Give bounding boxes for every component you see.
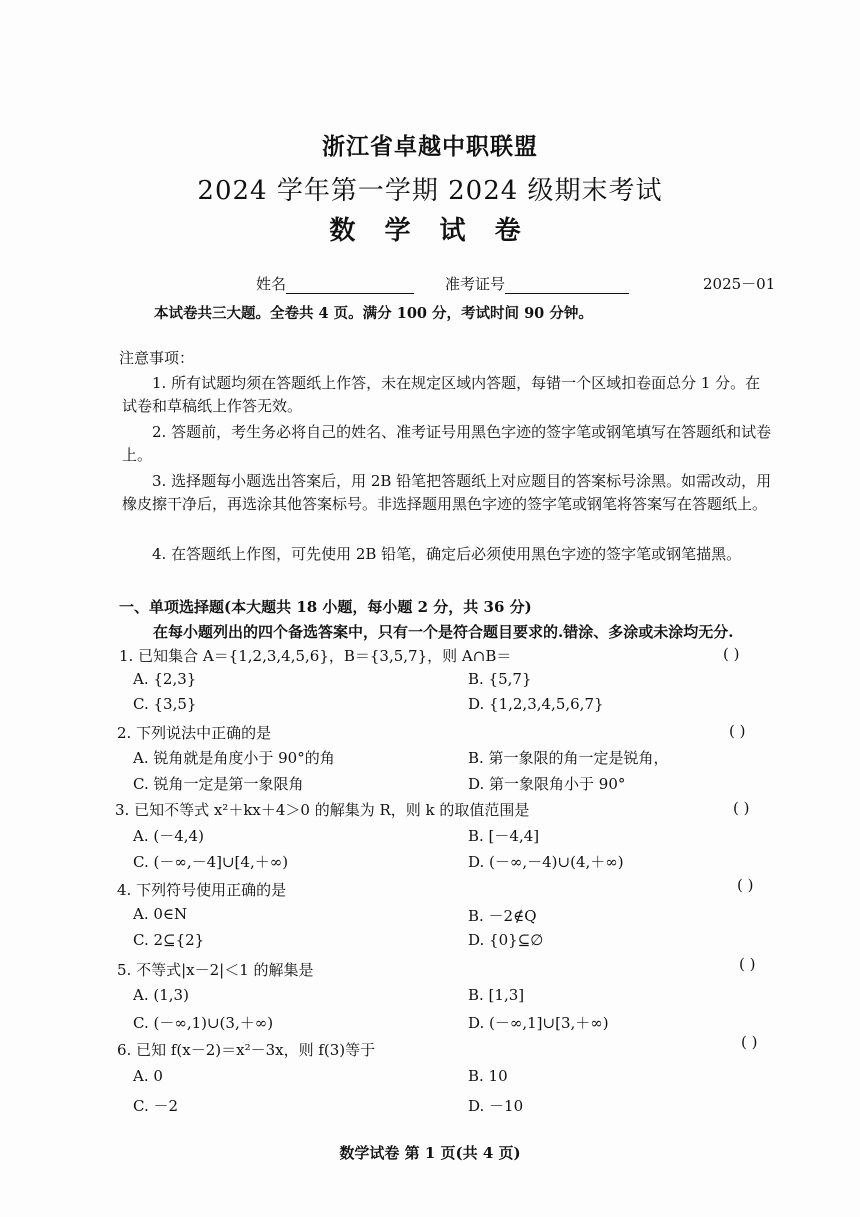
note-item-2: 2. 答题前，考生务必将自己的姓名、准考证号用黑色字迹的签字笔或钢笔填写在答题纸和试卷上。 bbox=[122, 423, 772, 464]
question-5-option-d: D. (－∞,1]∪[3,＋∞) bbox=[468, 1014, 609, 1032]
question-3-answer-bracket: ( ) bbox=[733, 799, 750, 817]
name-label: 姓名 bbox=[256, 275, 287, 293]
question-4-stem: 4. 下列符号使用正确的是 bbox=[117, 881, 287, 899]
question-2-option-a: A. 锐角就是角度小于 90°的角 bbox=[133, 749, 335, 767]
notes-title: 注意事项： bbox=[119, 349, 195, 367]
question-1-option-b: B. {5,7} bbox=[468, 670, 532, 688]
question-1-option-d: D. {1,2,3,4,5,6,7} bbox=[468, 695, 604, 713]
question-5-option-c: C. (－∞,1)∪(3,＋∞) bbox=[133, 1014, 274, 1032]
question-3-stem: 3. 已知不等式 x²＋kx＋4＞0 的解集为 R，则 k 的取值范围是 bbox=[115, 801, 530, 819]
question-2-option-d: D. 第一象限角小于 90° bbox=[468, 775, 626, 793]
exam-summary: 本试卷共三大题。全卷共 4 页。满分 100 分，考试时间 90 分钟。 bbox=[154, 305, 593, 322]
question-5-stem: 5. 不等式|x－2|＜1 的解集是 bbox=[117, 961, 314, 979]
question-6-option-d: D. －10 bbox=[468, 1097, 524, 1115]
question-3-option-b: B. [－4,4] bbox=[468, 827, 540, 845]
section-instruction: 在每小题列出的四个备选答案中，只有一个是符合题目要求的.错涂、多涂或未涂均无分. bbox=[153, 623, 734, 641]
exam-id-label: 准考证号 bbox=[445, 275, 506, 293]
question-6-answer-bracket: ( ) bbox=[741, 1033, 758, 1051]
page-footer: 数学试卷 第 1 页(共 4 页) bbox=[339, 1144, 521, 1162]
question-4-answer-bracket: ( ) bbox=[737, 876, 754, 894]
question-1-stem: 1. 已知集合 A＝{1,2,3,4,5,6}，B＝{3,5,7}，则 A∩B＝ bbox=[119, 647, 512, 665]
subject-title: 数 学 试 卷 bbox=[329, 216, 531, 246]
exam-date: 2025－01 bbox=[703, 275, 776, 293]
question-3-option-c: C. (－∞,－4]∪[4,＋∞) bbox=[133, 853, 289, 871]
question-2-option-b: B. 第一象限的角一定是锐角， bbox=[468, 749, 669, 767]
question-1-option-c: C. {3,5} bbox=[133, 695, 197, 713]
question-5-option-b: B. [1,3] bbox=[468, 986, 525, 1004]
question-4-option-d: D. {0}⊆∅ bbox=[468, 931, 544, 949]
name-blank[interactable] bbox=[286, 279, 414, 294]
section-title: 一、单项选择题(本大题共 18 小题，每小题 2 分，共 36 分) bbox=[119, 598, 532, 616]
question-1-option-a: A. {2,3} bbox=[133, 670, 197, 688]
organization-title: 浙江省卓越中职联盟 bbox=[322, 133, 538, 160]
question-6-option-b: B. 10 bbox=[468, 1067, 508, 1085]
question-5-option-a: A. (1,3) bbox=[133, 986, 189, 1004]
question-3-option-a: A. (－4,4) bbox=[133, 827, 204, 845]
note-item-3: 3. 选择题每小题选出答案后，用 2B 铅笔把答题纸上对应题目的答案标号涂黑。如需改动，用橡皮擦干净后，再选涂其他答案标号。非选择题用黑色字迹的签字笔或钢笔将答案写在答题纸上。 bbox=[122, 472, 772, 513]
question-6-option-a: A. 0 bbox=[133, 1067, 163, 1085]
question-6-option-c: C. －2 bbox=[133, 1097, 179, 1115]
note-item-4: 4. 在答题纸上作图，可先使用 2B 铅笔，确定后必须使用黑色字迹的签字笔或钢笔描黑。 bbox=[152, 545, 742, 563]
question-4-option-b: B. －2∉Q bbox=[468, 907, 537, 925]
exam-title: 2024 学年第一学期 2024 级期末考试 bbox=[197, 176, 663, 206]
question-2-answer-bracket: ( ) bbox=[729, 722, 746, 740]
exam-id-blank[interactable] bbox=[505, 279, 629, 294]
note-item-1: 1. 所有试题均须在答题纸上作答，未在规定区域内答题，每错一个区域扣卷面总分 1 分。在试卷和草稿纸上作答无效。 bbox=[122, 374, 761, 415]
question-5-answer-bracket: ( ) bbox=[739, 955, 756, 973]
exam-id-field[interactable] bbox=[445, 273, 629, 294]
question-3-option-d: D. (－∞,－4)∪(4,＋∞) bbox=[468, 853, 624, 871]
question-4-option-a: A. 0∈N bbox=[133, 905, 188, 923]
question-2-option-c: C. 锐角一定是第一象限角 bbox=[133, 775, 304, 793]
question-4-option-c: C. 2⊆{2} bbox=[133, 931, 205, 949]
question-6-stem: 6. 已知 f(x－2)＝x²－3x，则 f(3)等于 bbox=[117, 1041, 376, 1059]
question-1-answer-bracket: ( ) bbox=[723, 645, 740, 663]
question-2-stem: 2. 下列说法中正确的是 bbox=[117, 724, 272, 742]
name-field[interactable] bbox=[256, 273, 414, 294]
